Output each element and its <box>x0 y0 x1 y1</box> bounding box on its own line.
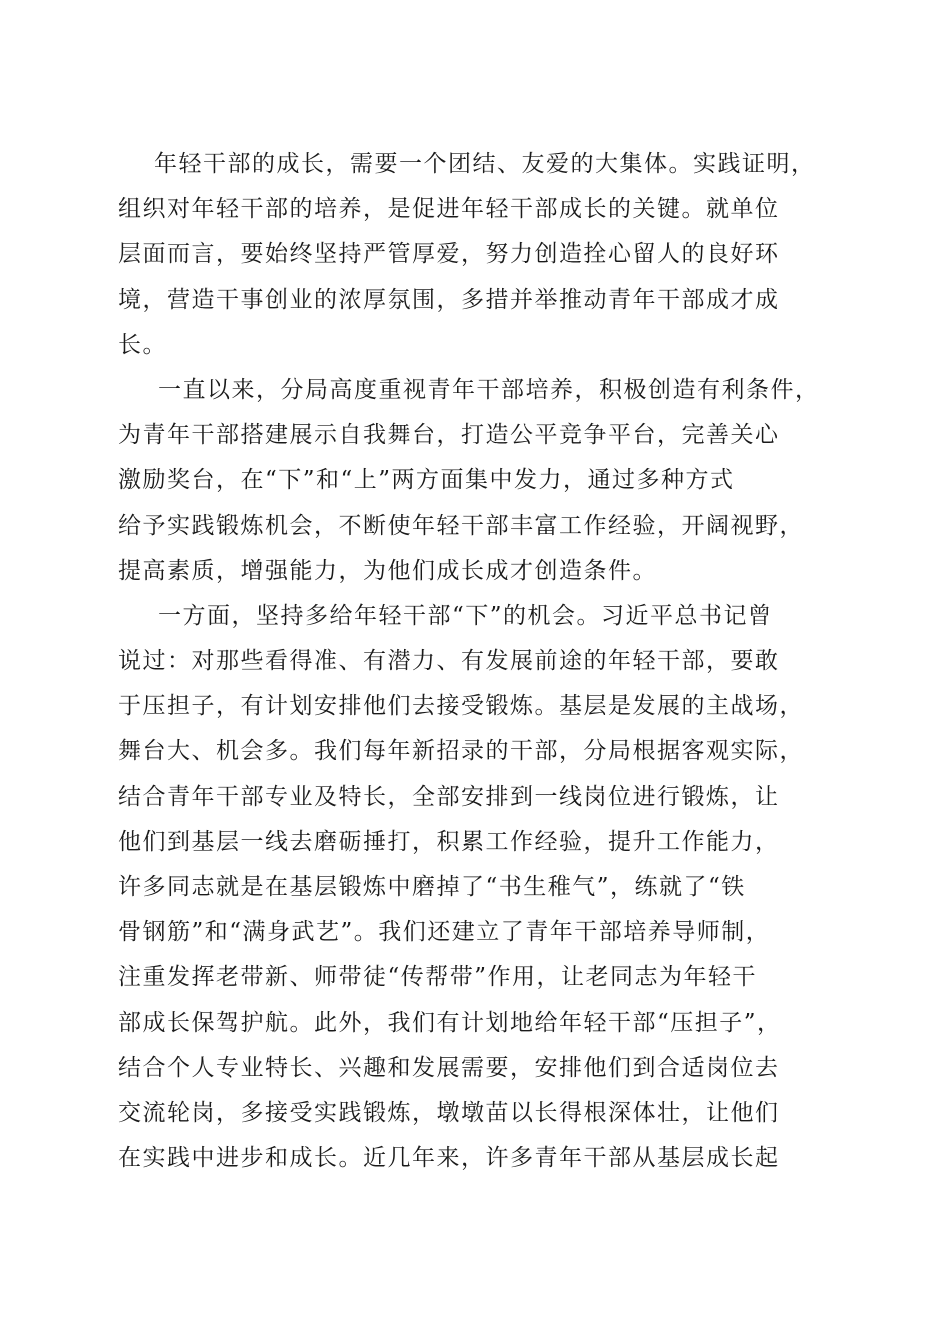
paragraph-2-line-5: 提高素质，增强能力，为他们成长成才创造条件。 <box>118 557 657 584</box>
paragraph-3-line-1: 一方面，坚持多给年轻干部“下”的机会。习近平总书记曾 <box>158 602 773 629</box>
paragraph-3-line-8: 骨钢筋”和“满身武艺”。我们还建立了青年干部培养导师制， <box>118 919 771 946</box>
paragraph-3-line-10: 部成长保驾护航。此外，我们有计划地给年轻干部“压担子”， <box>118 1009 782 1036</box>
paragraph-3-line-5: 结合青年干部专业及特长，全部安排到一线岗位进行锻炼，让 <box>118 783 780 810</box>
paragraph-3-line-7: 许多同志就是在基层锻炼中磨掉了“书生稚气”，练就了“铁 <box>118 874 746 900</box>
paragraph-2-line-1: 一直以来，分局高度重视青年干部培养，积极创造有利条件， <box>158 376 820 403</box>
paragraph-3-line-9: 注重发挥老带新、师带徒“传帮带”作用，让老同志为年轻干 <box>118 964 758 991</box>
paragraph-2-line-3: 激励奖台，在“下”和“上”两方面集中发力，通过多种方式 <box>118 467 735 494</box>
paragraph-1-line-3: 层面而言，要始终坚持严管厚爱，努力创造拴心留人的良好环 <box>118 241 780 268</box>
paragraph-3-line-2: 说过：对那些看得准、有潜力、有发展前途的年轻干部，要敢 <box>118 648 780 675</box>
paragraph-3-line-12: 交流轮岗，多接受实践锻炼，墩墩苗以长得根深体壮，让他们 <box>118 1099 780 1126</box>
paragraph-1-line-4: 境，营造干事创业的浓厚氛围，多措并举推动青年干部成才成 <box>118 286 780 313</box>
body-text <box>118 142 833 1181</box>
paragraph-3-line-3: 于压担子，有计划安排他们去接受锻炼。基层是发展的主战场， <box>118 693 804 720</box>
paragraph-1-line-2: 组织对年轻干部的培养，是促进年轻干部成长的关键。就单位 <box>118 196 780 223</box>
paragraph-3-line-11: 结合个人专业特长、兴趣和发展需要，安排他们到合适岗位去 <box>118 1054 780 1081</box>
paragraph-2-line-4: 给予实践锻炼机会，不断使年轻干部丰富工作经验，开阔视野， <box>118 512 804 539</box>
paragraph-3-line-6: 他们到基层一线去磨砺捶打，积累工作经验，提升工作能力， <box>118 828 780 855</box>
paragraph-1-line-1: 年轻干部的成长，需要一个团结、友爱的大集体。实践证明， <box>154 151 816 177</box>
paragraph-3-line-13: 在实践中进步和成长。近几年来，许多青年干部从基层成长起 <box>118 1145 780 1172</box>
paragraph-1-line-5: 长。 <box>118 331 167 358</box>
paragraph-2-line-2: 为青年干部搭建展示自我舞台，打造公平竞争平台，完善关心 <box>118 422 780 449</box>
paragraph-3-line-4: 舞台大、机会多。我们每年新招录的干部，分局根据客观实际， <box>118 738 804 765</box>
